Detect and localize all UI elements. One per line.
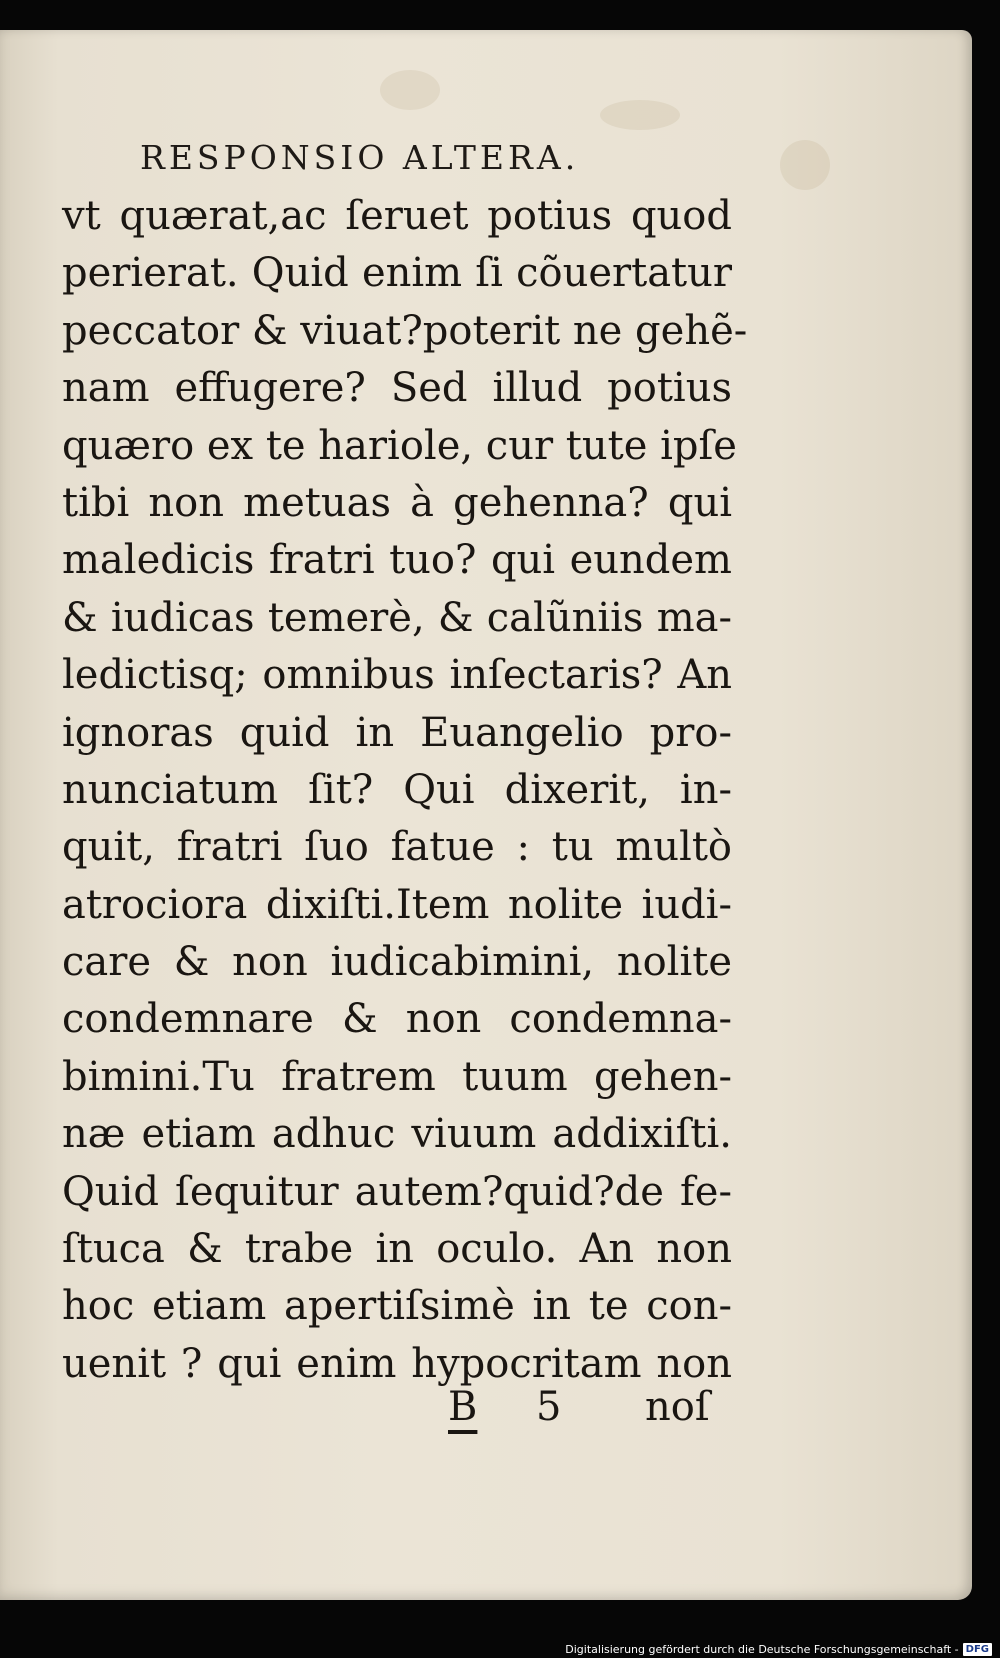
text-line: perierat. Quid enim ſi cõuertatur bbox=[62, 250, 732, 297]
text-line: hoc etiam apertiſsimè in te con- bbox=[62, 1283, 732, 1330]
dfg-logo: DFG bbox=[963, 1643, 992, 1656]
signature-number: 5 bbox=[536, 1384, 562, 1430]
credit-text: Digitalisierung gefördert durch die Deutsche Forschungsgemeinschaft - bbox=[565, 1643, 959, 1656]
text-line: quit, fratri ſuo fatue : tu multò bbox=[62, 824, 732, 871]
catchword: noſ bbox=[645, 1384, 710, 1430]
text-line: ignoras quid in Euangelio pro- bbox=[62, 709, 732, 756]
text-line: care & non iudicabimini, nolite bbox=[62, 939, 732, 986]
text-line: Quid ſequitur autem?quid?de fe- bbox=[62, 1168, 732, 1215]
text-line: vt quærat,ac ſeruet potius quod bbox=[62, 193, 732, 239]
text-line: ſtuca & trabe in oculo. An non bbox=[62, 1226, 732, 1273]
text-line: condemnare & non condemna- bbox=[62, 996, 732, 1043]
text-line: nam effugere? Sed illud potius bbox=[62, 365, 732, 412]
paper-stain bbox=[780, 140, 830, 190]
text-line: peccator & viuat?poterit ne gehẽ- bbox=[62, 307, 748, 354]
text-line: tibi non metuas à gehenna? qui bbox=[62, 479, 732, 526]
text-line: & iudicas temerè, & calũniis ma- bbox=[62, 594, 732, 641]
paper-stain bbox=[600, 100, 680, 130]
signature-mark: B bbox=[448, 1384, 478, 1430]
text-line: bimini.Tu fratrem tuum gehen- bbox=[62, 1053, 732, 1100]
text-line: nunciatum ſit? Qui dixerit, in- bbox=[62, 766, 732, 813]
text-line: ledictisq; omnibus inſectaris? An bbox=[62, 652, 732, 699]
digitization-credit bbox=[565, 1643, 992, 1656]
running-header: RESPONSIO ALTERA. bbox=[140, 138, 580, 177]
body-text bbox=[62, 188, 748, 1393]
text-line: maledicis fratri tuo? qui eundem bbox=[62, 537, 732, 584]
paper-stain bbox=[380, 70, 440, 110]
text-line: uenit ? qui enim hypocritam non bbox=[62, 1340, 732, 1387]
text-line: quæro ex te hariole, cur tute ipſe bbox=[62, 422, 737, 469]
text-line: næ etiam adhuc viuum addixiſti. bbox=[62, 1111, 732, 1158]
text-line: atrociora dixiſti.Item nolite iudi- bbox=[62, 881, 732, 928]
